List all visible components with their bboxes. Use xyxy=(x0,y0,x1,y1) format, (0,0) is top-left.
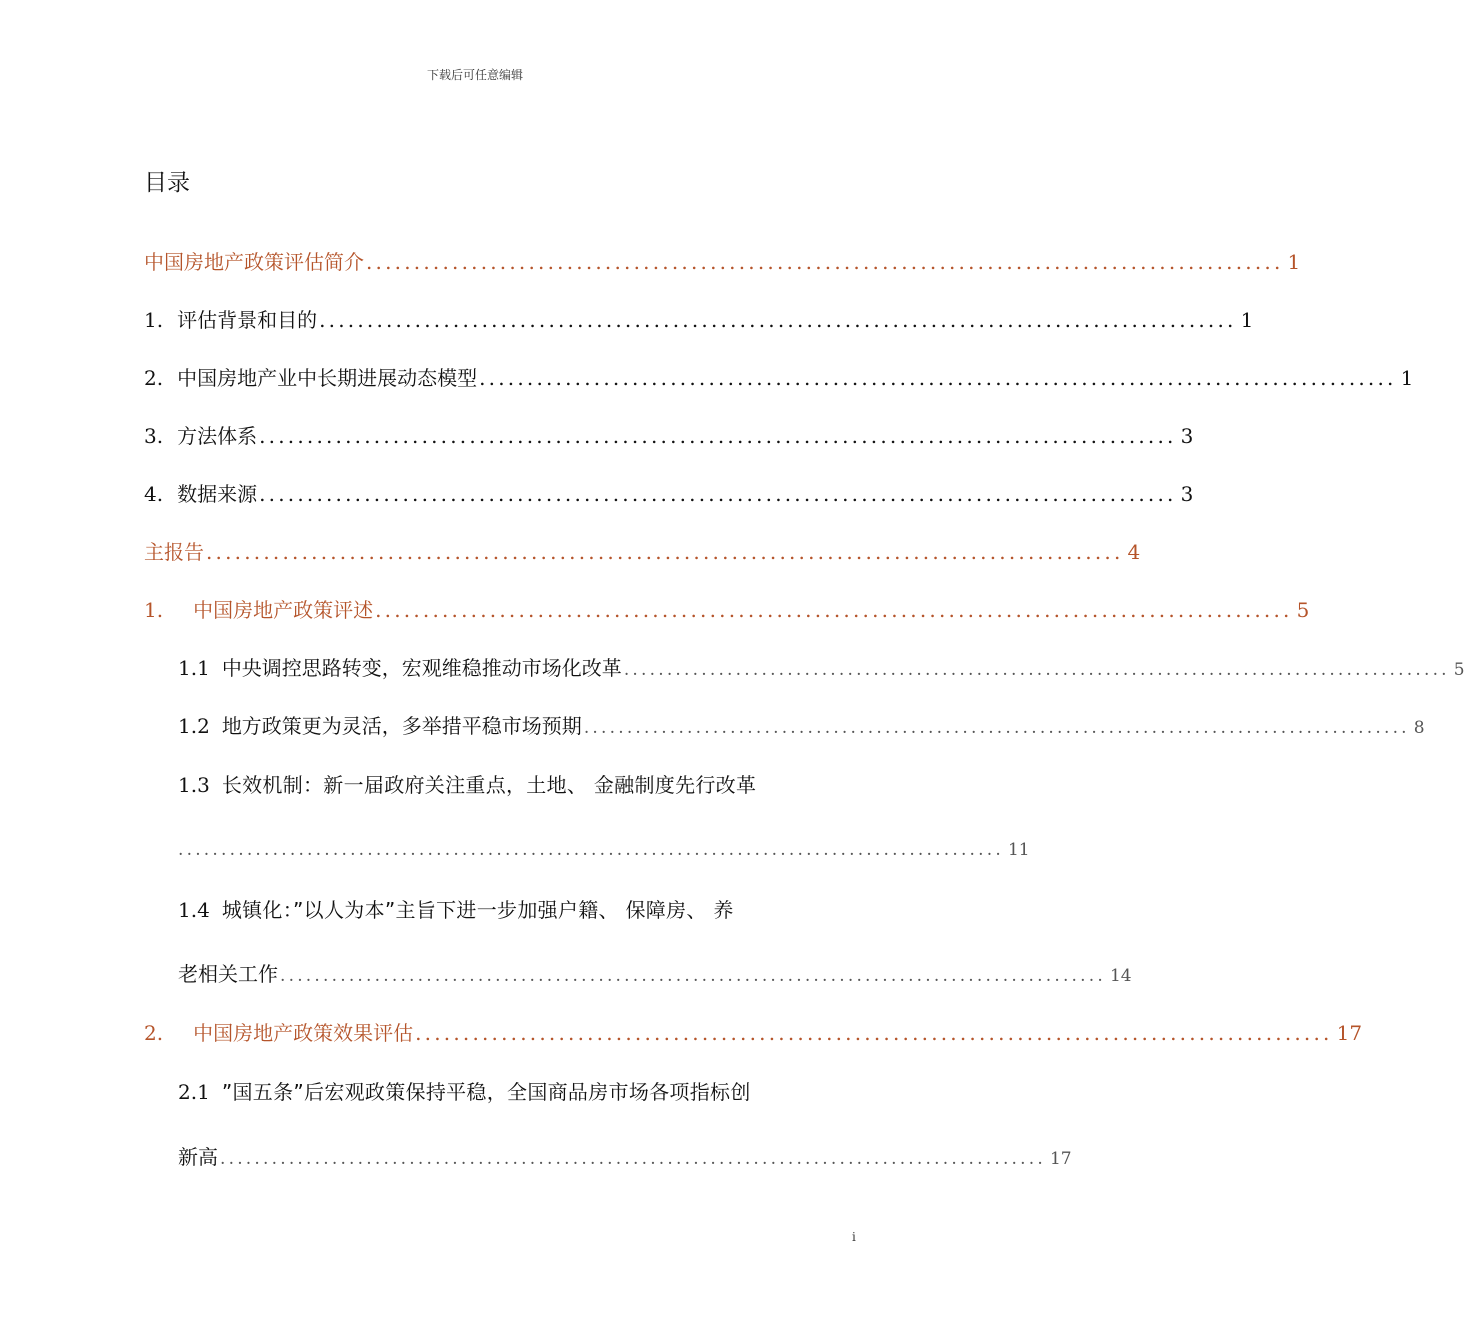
toc-entry[interactable] xyxy=(178,654,1465,684)
toc-page-number: 17 xyxy=(1049,1149,1072,1169)
toc-entry[interactable] xyxy=(178,896,860,924)
toc-entry-number: 3. xyxy=(144,424,164,448)
toc-leader-dots: ................................................................................................ xyxy=(206,540,1124,564)
toc-entry[interactable] xyxy=(178,771,860,799)
toc-page-number: 14 xyxy=(1109,966,1132,986)
toc-leader-dots: ................................................................................................ xyxy=(280,966,1106,986)
toc-page-number: 3 xyxy=(1180,482,1194,506)
toc-leader-dots: ................................................................................................ xyxy=(479,366,1397,390)
page-footer-number: i xyxy=(852,1230,856,1244)
toc-entry-text: 城镇化：”以人为本”主旨下进一步加强户籍、 保障房、 养 xyxy=(221,898,734,922)
toc-page-number: 1 xyxy=(1240,308,1254,332)
toc-entry[interactable] xyxy=(144,596,1310,624)
toc-entry-number: 1. xyxy=(144,598,164,622)
toc-entry-text: ”国五条”后宏观政策保持平稳，全国商品房市场各项指标创 xyxy=(221,1080,751,1104)
toc-entry[interactable] xyxy=(144,538,1141,566)
toc-entry-text: 方法体系 xyxy=(177,424,258,448)
toc-leader-dots: ................................................................................................ xyxy=(259,482,1177,506)
toc-entry-number: 1.3 xyxy=(178,773,210,797)
toc-page-number: 1 xyxy=(1400,366,1414,390)
toc-entry-text: 数据来源 xyxy=(177,482,258,506)
toc-leader-dots: ................................................................................................ xyxy=(259,424,1177,448)
toc-leader-dots: ................................................................................................ xyxy=(415,1021,1333,1045)
toc-entry[interactable] xyxy=(144,422,1194,450)
toc-entry-continuation[interactable] xyxy=(178,836,1030,864)
toc-entry-number: 2.1 xyxy=(178,1080,210,1104)
toc-entry-text: 中国房地产政策评述 xyxy=(193,598,374,622)
toc-entry[interactable] xyxy=(144,1019,1363,1047)
toc-entry[interactable] xyxy=(144,480,1194,508)
toc-entry-text: 中国房地产业中长期进展动态模型 xyxy=(177,366,478,390)
toc-page-number: 4 xyxy=(1127,540,1141,564)
toc-entry[interactable] xyxy=(178,712,1425,742)
toc-page-number: 5 xyxy=(1296,598,1310,622)
toc-leader-dots: ................................................................................................ xyxy=(375,598,1293,622)
toc-entry-continuation[interactable] xyxy=(178,1143,1072,1173)
toc-page-number: 17 xyxy=(1336,1021,1363,1045)
toc-entry-continuation[interactable] xyxy=(178,960,1132,990)
toc-title: 目录 xyxy=(144,170,190,196)
toc-entry[interactable] xyxy=(178,1078,860,1106)
toc-entry-number: 1.4 xyxy=(178,898,210,922)
toc-entry[interactable] xyxy=(144,306,1254,334)
toc-entry-number: 1. xyxy=(144,308,164,332)
toc-leader-dots: ................................................................................................ xyxy=(178,840,1004,860)
toc-leader-dots: ................................................................................................ xyxy=(583,718,1410,738)
toc-entry[interactable] xyxy=(144,364,1414,392)
toc-leader-dots: ................................................................................................ xyxy=(366,250,1284,274)
toc-leader-dots: ................................................................................................ xyxy=(623,660,1450,680)
toc-page-number: 3 xyxy=(1180,424,1194,448)
toc-entry-text: 地方政策更为灵活，多举措平稳市场预期 xyxy=(221,714,582,738)
toc-page-number: 11 xyxy=(1007,840,1030,860)
toc-leader-dots: ................................................................................................ xyxy=(319,308,1237,332)
toc-entry-text: 评估背景和目的 xyxy=(177,308,318,332)
toc-entry-text: 长效机制：新一届政府关注重点，土地、 金融制度先行改革 xyxy=(221,773,757,797)
toc-entry-number: 2. xyxy=(144,1021,164,1045)
toc-entry[interactable] xyxy=(144,248,1301,276)
toc-entry-number: 2. xyxy=(144,366,164,390)
toc-entry-text: 新高 xyxy=(178,1145,218,1169)
toc-entry-text: 主报告 xyxy=(144,540,204,564)
toc-entry-text: 中央调控思路转变，宏观维稳推动市场化改革 xyxy=(221,656,622,680)
toc-entry-number: 1.2 xyxy=(178,714,210,738)
page-header: 下载后可任意编辑 xyxy=(426,68,523,82)
toc-entry-text: 老相关工作 xyxy=(178,962,278,986)
toc-entry-number: 4. xyxy=(144,482,164,506)
toc-page-number: 1 xyxy=(1287,250,1301,274)
toc-page-number: 8 xyxy=(1413,718,1425,738)
toc-page-number: 5 xyxy=(1453,660,1465,680)
toc-entry-text: 中国房地产政策评估简介 xyxy=(144,250,364,274)
toc-entry-text: 中国房地产政策效果评估 xyxy=(193,1021,414,1045)
toc-entry-number: 1.1 xyxy=(178,656,210,680)
toc-leader-dots: ................................................................................................ xyxy=(220,1149,1046,1169)
